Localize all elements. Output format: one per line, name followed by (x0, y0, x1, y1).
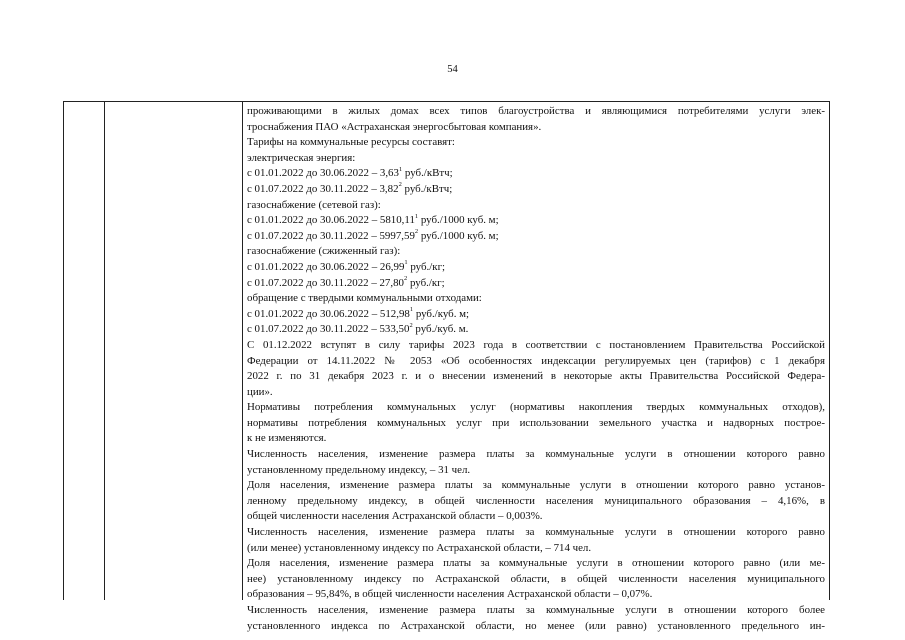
text-line (247, 431, 825, 447)
text-line (247, 291, 825, 307)
footnote-marker: 2 (409, 321, 413, 329)
text-line-unit: руб./куб. м. (412, 323, 469, 336)
text-line-content: электрическая энергия: (247, 151, 356, 164)
text-line-content: газоснабжение (сжиженный газ): (247, 245, 401, 258)
text-line-content: к не изменяются. (247, 432, 327, 445)
text-line (247, 260, 825, 276)
text-line-unit: руб./кг; (407, 260, 446, 273)
text-line-content: 2022 г. по 31 декабря 2023 г. и о внесении изменений в некоторые акты Правительства Российской Федера- (247, 370, 825, 383)
text-line (247, 104, 825, 120)
text-line (247, 307, 825, 323)
text-line (247, 463, 825, 479)
text-line-unit: руб./кВтч; (402, 167, 453, 180)
text-line (247, 385, 825, 401)
footnote-marker: 2 (404, 274, 408, 282)
text-line (247, 182, 825, 198)
text-line (247, 276, 825, 292)
text-line-content: Численность населения, изменение размера платы за коммунальные услуги в отношении которого равно (247, 448, 825, 461)
text-line-content: Доля населения, изменение размера платы за коммунальные услуги в отношении которого равно (или ме- (247, 557, 825, 570)
document-table (63, 101, 830, 632)
text-line-content: Доля населения, изменение размера платы за коммунальные услуги в отношении которого равно установ- (247, 479, 825, 492)
text-line (247, 338, 825, 354)
text-line-content: ленному предельному индексу, в общей численности населения муниципального образования – 4,16%, в (247, 494, 825, 507)
text-line (247, 494, 825, 510)
text-line-content: газоснабжение (сетевой газ): (247, 198, 381, 211)
text-line-content: установленного индекса по Астраханской области, но менее (или равно) установленного предельного ин- (247, 619, 825, 632)
text-line (247, 400, 825, 416)
text-line (247, 416, 825, 432)
text-line (247, 619, 825, 635)
footnote-marker: 2 (398, 181, 402, 189)
text-line (247, 587, 825, 603)
text-line-content: (или менее) установленному индексу по Астраханской области, – 714 чел. (247, 541, 592, 554)
text-line-content: Тарифы на коммунальные ресурсы составят: (247, 136, 455, 149)
text-line-content: с 01.01.2022 до 30.06.2022 – 3,63 (247, 167, 399, 180)
text-line-content: С 01.12.2022 вступят в силу тарифы 2023 года в соответствии с постановлением Правительства Российской (247, 338, 825, 351)
text-line (247, 120, 825, 136)
table-column-divider (104, 102, 105, 600)
page-number: 54 (447, 64, 458, 75)
text-line (247, 354, 825, 370)
text-line-content: нее) установленному индексу по Астраханской области, в общей численности населения муниципального (247, 572, 825, 585)
text-line (247, 572, 825, 588)
footnote-marker: 1 (404, 259, 408, 267)
footnote-marker: 2 (414, 228, 419, 236)
text-line-content: с 01.07.2022 до 30.11.2022 – 3,82 (247, 182, 399, 195)
text-line-content: с 01.07.2022 до 30.11.2022 – 5997,59 (247, 229, 415, 242)
text-line-content: образования – 95,84%, в общей численности населения Астраханской области – 0,07%. (247, 588, 653, 601)
text-line (247, 369, 825, 385)
text-line-content: ции». (247, 385, 273, 398)
text-line-unit: руб./1000 куб. м; (418, 229, 499, 242)
text-line-unit: руб./куб. м; (413, 307, 470, 320)
text-line (247, 213, 825, 229)
text-line (247, 166, 825, 182)
text-line-content: с 01.01.2022 до 30.06.2022 – 26,99 (247, 260, 405, 273)
footnote-marker: 1 (398, 165, 403, 173)
footnote-marker: 1 (414, 212, 419, 220)
footnote-marker: 1 (409, 306, 414, 314)
text-line-content: с 01.07.2022 до 30.11.2022 – 27,80 (247, 276, 404, 289)
table-column-divider (242, 102, 243, 600)
text-line-content: общей численности населения Астраханской области – 0,003%. (247, 510, 543, 523)
table-cell-text (247, 104, 825, 634)
text-line (247, 541, 825, 557)
text-line (247, 556, 825, 572)
text-line-content: Нормативы потребления коммунальных услуг (нормативы накопления твердых коммунальных отходов), (247, 401, 825, 414)
text-line-content: нормативы потребления коммунальных услуг при использовании земельного участка и надворных построе- (247, 416, 825, 429)
text-line (247, 229, 825, 245)
text-line (247, 135, 825, 151)
text-line (247, 151, 825, 167)
text-line-content: обращение с твердыми коммунальными отходами: (247, 292, 482, 305)
text-line-content: Численность населения, изменение размера платы за коммунальные услуги в отношении которого равно (247, 526, 825, 539)
text-line (247, 198, 825, 214)
text-line-content: с 01.01.2022 до 30.06.2022 – 5810,11 (247, 214, 415, 227)
text-line (247, 322, 825, 338)
text-line (247, 603, 825, 619)
text-line-content: Федерации от 14.11.2022 № 2053 «Об особенностях индексации регулируемых цен (тарифов) с 1 декабря (247, 354, 825, 367)
text-line-content: с 01.07.2022 до 30.11.2022 – 533,50 (247, 323, 410, 336)
text-line-unit: руб./кг; (407, 276, 445, 289)
text-line (247, 525, 825, 541)
text-line (247, 447, 825, 463)
text-line (247, 478, 825, 494)
text-line-content: Численность населения, изменение размера платы за коммунальные услуги в отношении которого более (247, 604, 825, 616)
text-line-unit: руб./кВтч; (401, 182, 453, 195)
text-line-content: проживающими в жилых домах всех типов благоустройства и являющимися потребителями услуги элек- (247, 105, 825, 117)
text-line (247, 509, 825, 525)
text-line-content: с 01.01.2022 до 30.06.2022 – 512,98 (247, 307, 410, 320)
text-line (247, 244, 825, 260)
text-line-unit: руб./1000 куб. м; (418, 214, 499, 227)
text-line-content: троснабжения ПАО «Астраханская энергосбытовая компания». (247, 120, 542, 133)
text-line-content: установленному предельному индексу, – 31 чел. (247, 463, 471, 476)
